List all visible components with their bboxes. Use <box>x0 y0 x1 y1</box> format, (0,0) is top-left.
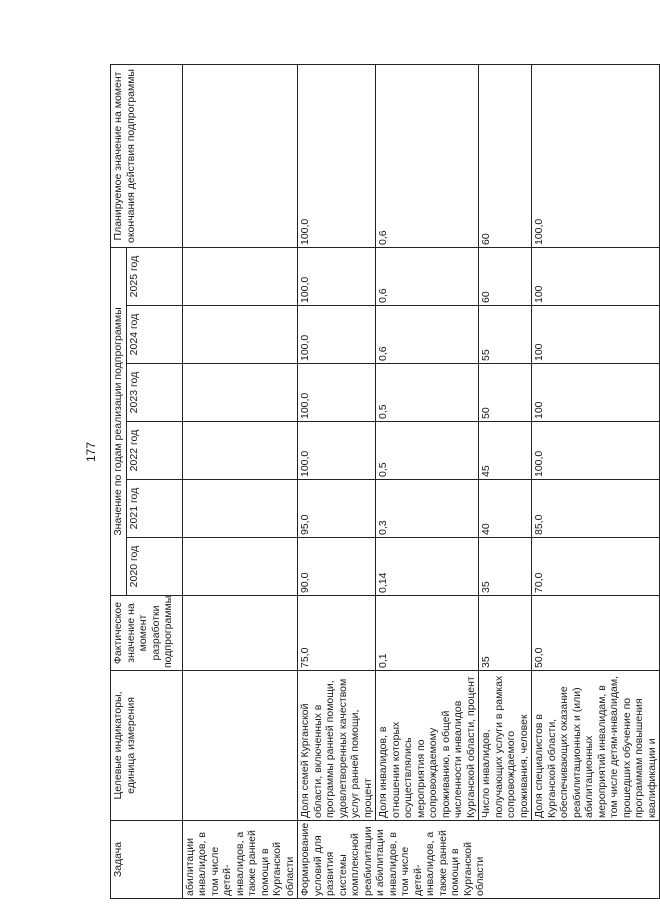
planned-value: 60 <box>479 65 532 248</box>
table-row <box>532 65 660 899</box>
value-2020: 0,14 <box>376 538 479 596</box>
header-year-2021: 2021 год <box>126 480 182 538</box>
value-2021: 85,0 <box>532 480 660 538</box>
value-2023: 50 <box>479 364 532 422</box>
value-2021: 0,3 <box>376 480 479 538</box>
header-planned: Планируемое значение на момент окончания действия подпрограммы <box>111 65 183 248</box>
value-2025: 100,0 <box>298 248 376 306</box>
header-year-2020: 2020 год <box>126 538 182 596</box>
indicator-cell: Доля инвалидов, в отношении которых осуществлялись мероприятия по сопровождаемому проживанию, в общей численности инвалидов Курганской области, процент <box>376 671 479 821</box>
indicator-cell: Число инвалидов, получающих услуги в рамках сопровождаемого проживания, человек <box>479 671 532 821</box>
page-number: 177 <box>84 441 98 463</box>
actual-value: 0,1 <box>376 596 479 671</box>
value-2020: 90,0 <box>298 538 376 596</box>
header-year-2025: 2025 год <box>126 248 182 306</box>
actual-value: 50,0 <box>532 596 660 671</box>
value-2023: 100,0 <box>298 364 376 422</box>
header-row-1 <box>111 65 127 899</box>
header-indicators: Целевые индикаторы, единица измерения <box>111 671 183 821</box>
indicators-table <box>110 64 660 899</box>
header-task: Задача <box>111 821 183 899</box>
document-table-area <box>110 20 658 905</box>
task-continuation: абилитации инвалидов, в том числе детей-инвалидов, а также ранней помощи в Курганской области <box>182 821 298 899</box>
actual-value: 35 <box>479 596 532 671</box>
value-2023: 0,5 <box>376 364 479 422</box>
value-2023: 100 <box>532 364 660 422</box>
header-year-2022: 2022 год <box>126 422 182 480</box>
value-2022: 45 <box>479 422 532 480</box>
table-row <box>182 65 298 899</box>
planned-value: 0,6 <box>376 65 479 248</box>
value-2022: 0,5 <box>376 422 479 480</box>
header-year-2024: 2024 год <box>126 306 182 364</box>
value-2021: 40 <box>479 480 532 538</box>
value-2024: 100 <box>532 306 660 364</box>
indicator-cell: Доля специалистов в Курганской области, обеспечивающих оказание реабилитационных и (или) абилитационных мероприятий инвалидам, в том числе детям-инвалидам, прошедших обучение по программам повышения квалификации и <box>532 671 660 821</box>
table-row <box>479 65 532 899</box>
planned-value: 100,0 <box>532 65 660 248</box>
table-row <box>298 65 376 899</box>
planned-value: 100,0 <box>298 65 376 248</box>
header-year-2023: 2023 год <box>126 364 182 422</box>
value-2025: 100 <box>532 248 660 306</box>
value-2024: 55 <box>479 306 532 364</box>
value-2024: 100,0 <box>298 306 376 364</box>
value-2025: 60 <box>479 248 532 306</box>
value-2020: 35 <box>479 538 532 596</box>
value-2022: 100,0 <box>532 422 660 480</box>
value-2021: 95,0 <box>298 480 376 538</box>
value-2020: 70,0 <box>532 538 660 596</box>
header-actual: Фактическое значение на момент разработки подпрограммы <box>111 596 183 671</box>
header-by-years: Значение по годам реализации подпрограммы <box>111 248 127 596</box>
task-main: Формирование условий для развития системы комплексной реабилитации и абилитации инвалидов, в том числе детей-инвалидов, а также ранней помощи в Курганской области <box>298 821 660 899</box>
table-row <box>376 65 479 899</box>
value-2022: 100,0 <box>298 422 376 480</box>
actual-value: 75,0 <box>298 596 376 671</box>
indicator-cell: Доля семей Курганской области, включенных в программы ранней помощи, удовлетворенных качеством услуг ранней помощи, процент <box>298 671 376 821</box>
rotated-page-content <box>110 0 658 899</box>
value-2025: 0,6 <box>376 248 479 306</box>
value-2024: 0,6 <box>376 306 479 364</box>
